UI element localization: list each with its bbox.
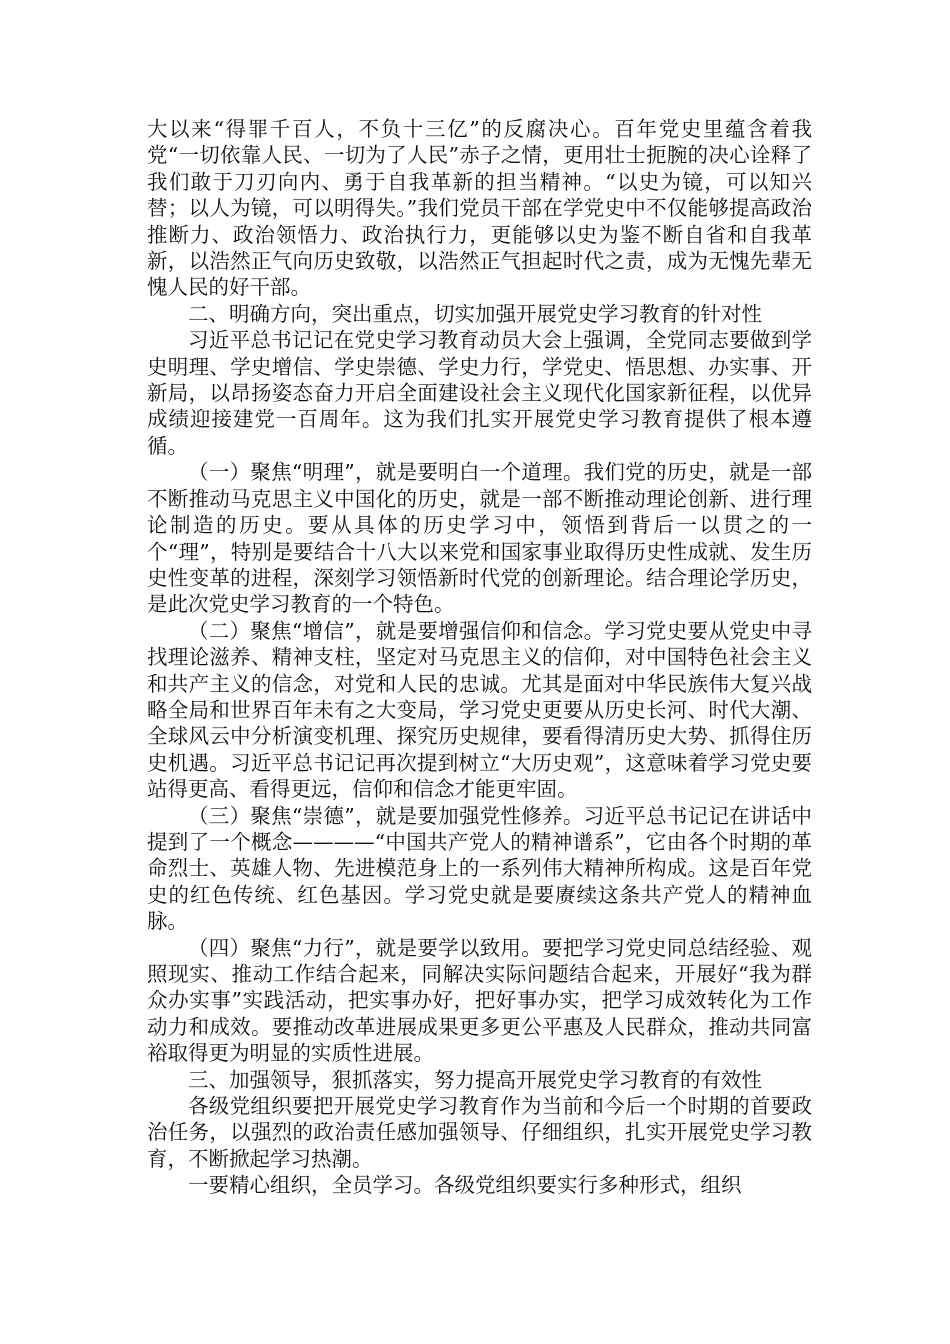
paragraph: 各级党组织要把开展党史学习教育作为当前和今后一个时期的首要政治任务，以强烈的政治责任感加强领导、仔细组织，扎实开展党史学习教育，不断掀起学习热潮。: [147, 1094, 812, 1171]
document-body: [147, 116, 812, 1199]
section-heading-3: 三、加强领导，狠抓落实，努力提高开展党史学习教育的有效性: [188, 1067, 762, 1092]
paragraph-mingli: （一）聚焦“明理”，就是要明白一个道理。我们党的历史，就是一部不断推动马克思主义中国化的历史，就是一部不断推动理论创新、进行理论制造的历史。要从具体的历史学习中，领悟到背后一以贯之的一个“理”，特别是要结合十八大以来党和国家事业取得历史性成就、发生历史性变革的进程，深刻学习领悟新时代党的创新理论。结合理论学历史，是此次党史学习教育的一个特色。: [147, 460, 812, 617]
paragraph-lixing: （四）聚焦“力行”，就是要学以致用。要把学习党史同总结经验、观照现实、推动工作结合起来，同解决实际问题结合起来，开展好“我为群众办实事”实践活动，把实事办好，把好事办实，把学习成效转化为工作动力和成效。要推动改革进展成果更多更公平惠及人民群众，推动共同富裕取得更为明显的实质性进展。: [147, 935, 812, 1066]
paragraph-zengxin: （二）聚焦“增信”，就是要增强信仰和信念。学习党史要从党史中寻找理论滋养、精神支柱，坚定对马克思主义的信仰，对中国特色社会主义和共产主义的信念，对党和人民的忠诚。尤其是面对中华民族伟大复兴战略全局和世界百年未有之大变局，学习党史更要从历史长河、时代大潮、全球风云中分析演变机理、探究历史规律，要看得清历史大势、抓得住历史机遇。习近平总书记记再次提到树立“大历史观”，这意味着学习党史要站得更高、看得更远，信仰和信念才能更牢固。: [147, 618, 812, 802]
paragraph: 一要精心组织，全员学习。各级党组织要实行多种形式，组织: [188, 1173, 742, 1198]
section-heading-2: 二、明确方向，突出重点，切实加强开展党史学习教育的针对性: [188, 301, 762, 326]
paragraph-continuation: 大以来“得罪千百人，不负十三亿”的反腐决心。百年党史里蕴含着我党“一切依靠人民、一切为了人民”赤子之情，更用壮士扼腕的决心诠释了我们敢于刀刃向内、勇于自我革新的担当精神。“以史为镜，可以知兴替；以人为镜，可以明得失。”我们党员干部在学党史中不仅能够提高政治推断力、政治领悟力、政治执行力，更能够以史为鉴不断自省和自我革新，以浩然正气向历史致敬，以浩然正气担起时代之责，成为无愧先辈无愧人民的好干部。: [147, 117, 812, 300]
paragraph-chongde: （三）聚焦“崇德”，就是要加强党性修养。习近平总书记记在讲话中提到了一个概念————“中国共产党人的精神谱系”，它由各个时期的革命烈士、英雄人物、先进模范身上的一系列伟大精神所构成。这是百年党史的红色传统、红色基因。学习党史就是要赓续这条共产党人的精神血脉。: [147, 803, 812, 934]
paragraph: 习近平总书记记在党史学习教育动员大会上强调，全党同志要做到学史明理、学史增信、学史崇德、学史力行，学党史、悟思想、办实事、开新局，以昂扬姿态奋力开启全面建设社会主义现代化国家新征程，以优异成绩迎接建党一百周年。这为我们扎实开展党史学习教育提供了根本遵循。: [147, 328, 812, 458]
